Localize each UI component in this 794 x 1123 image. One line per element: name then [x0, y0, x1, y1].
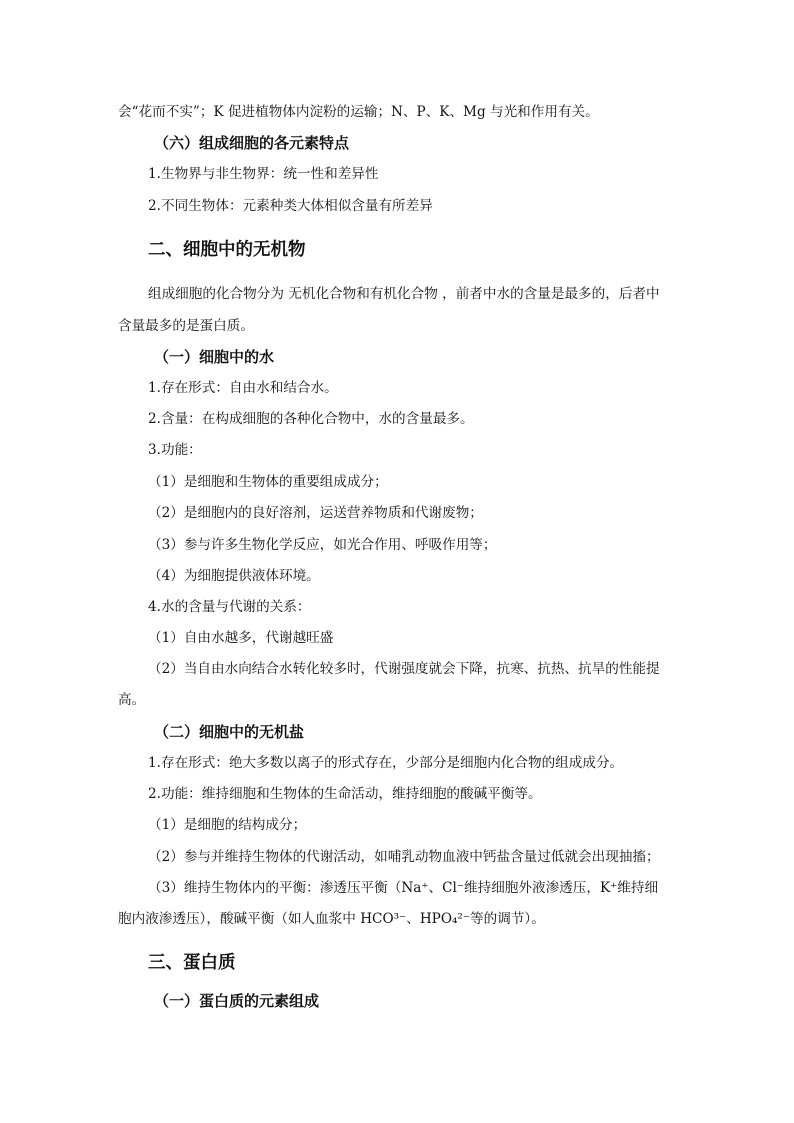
list-item: （4）为细胞提供液体环境。 [148, 568, 320, 584]
list-item: 1.存在形式：绝大多数以离子的形式存在，少部分是细胞内化合物的组成成分。 [148, 755, 624, 771]
list-item: （1）是细胞的结构成分； [148, 817, 307, 833]
list-item: 2.不同生物体：元素种类大体相似含量有所差异 [148, 198, 433, 214]
list-item: （2）当自由水向结合水转化较多时，代谢强度就会下降，抗寒、抗热、抗旱的性能提 [148, 661, 660, 677]
list-item: （2）是细胞内的良好溶剂，运送营养物质和代谢废物； [148, 505, 483, 521]
chapter-heading: 二、细胞中的无机物 [148, 240, 306, 260]
list-item: 4.水的含量与代谢的关系： [148, 599, 311, 615]
paragraph-line: 高。 [118, 692, 146, 708]
paragraph-line: 含量最多的是蛋白质。 [118, 318, 254, 334]
paragraph-line: 组成细胞的化合物分为 无机化合物和有机化合物 ，前者中水的含量是最多的，后者中 [148, 286, 660, 302]
section-heading: （二）细胞中的无机盐 [154, 723, 305, 741]
list-item: 1.存在形式：自由水和结合水。 [148, 380, 338, 396]
section-heading: （六）组成细胞的各元素特点 [154, 134, 350, 152]
section-heading: （一）蛋白质的元素组成 [154, 992, 320, 1010]
list-item: （2）参与并维持生物体的代谢活动，如哺乳动物血液中钙盐含量过低就会出现抽搐； [148, 849, 660, 865]
list-item: 1.生物界与非生物界：统一性和差异性 [148, 166, 379, 182]
list-item: （3）参与许多生物化学反应，如光合作用、呼吸作用等； [148, 537, 497, 553]
paragraph-line: 会“花而不实”；K 促进植物体内淀粉的运输；N、P、K、Mg 与光和作用有关。 [118, 104, 599, 120]
chapter-heading: 三、蛋白质 [148, 953, 236, 973]
list-item: （1）自由水越多，代谢越旺盛 [148, 630, 334, 646]
list-item: （3）维持生物体内的平衡：渗透压平衡（Na⁺、Cl⁻维持细胞外液渗透压，K⁺维持细 [148, 880, 659, 896]
list-item: （1）是细胞和生物体的重要组成成分； [148, 474, 388, 490]
paragraph-line: 胞内液渗透压），酸碱平衡（如人血浆中 HCO³⁻、HPO₄²⁻等的调节）。 [118, 911, 545, 927]
list-item: 3.功能： [148, 442, 202, 458]
list-item: 2.含量：在构成细胞的各种化合物中，水的含量最多。 [148, 411, 474, 427]
list-item: 2.功能：维持细胞和生物体的生命活动，维持细胞的酸碱平衡等。 [148, 786, 542, 802]
section-heading: （一）细胞中的水 [154, 348, 275, 366]
